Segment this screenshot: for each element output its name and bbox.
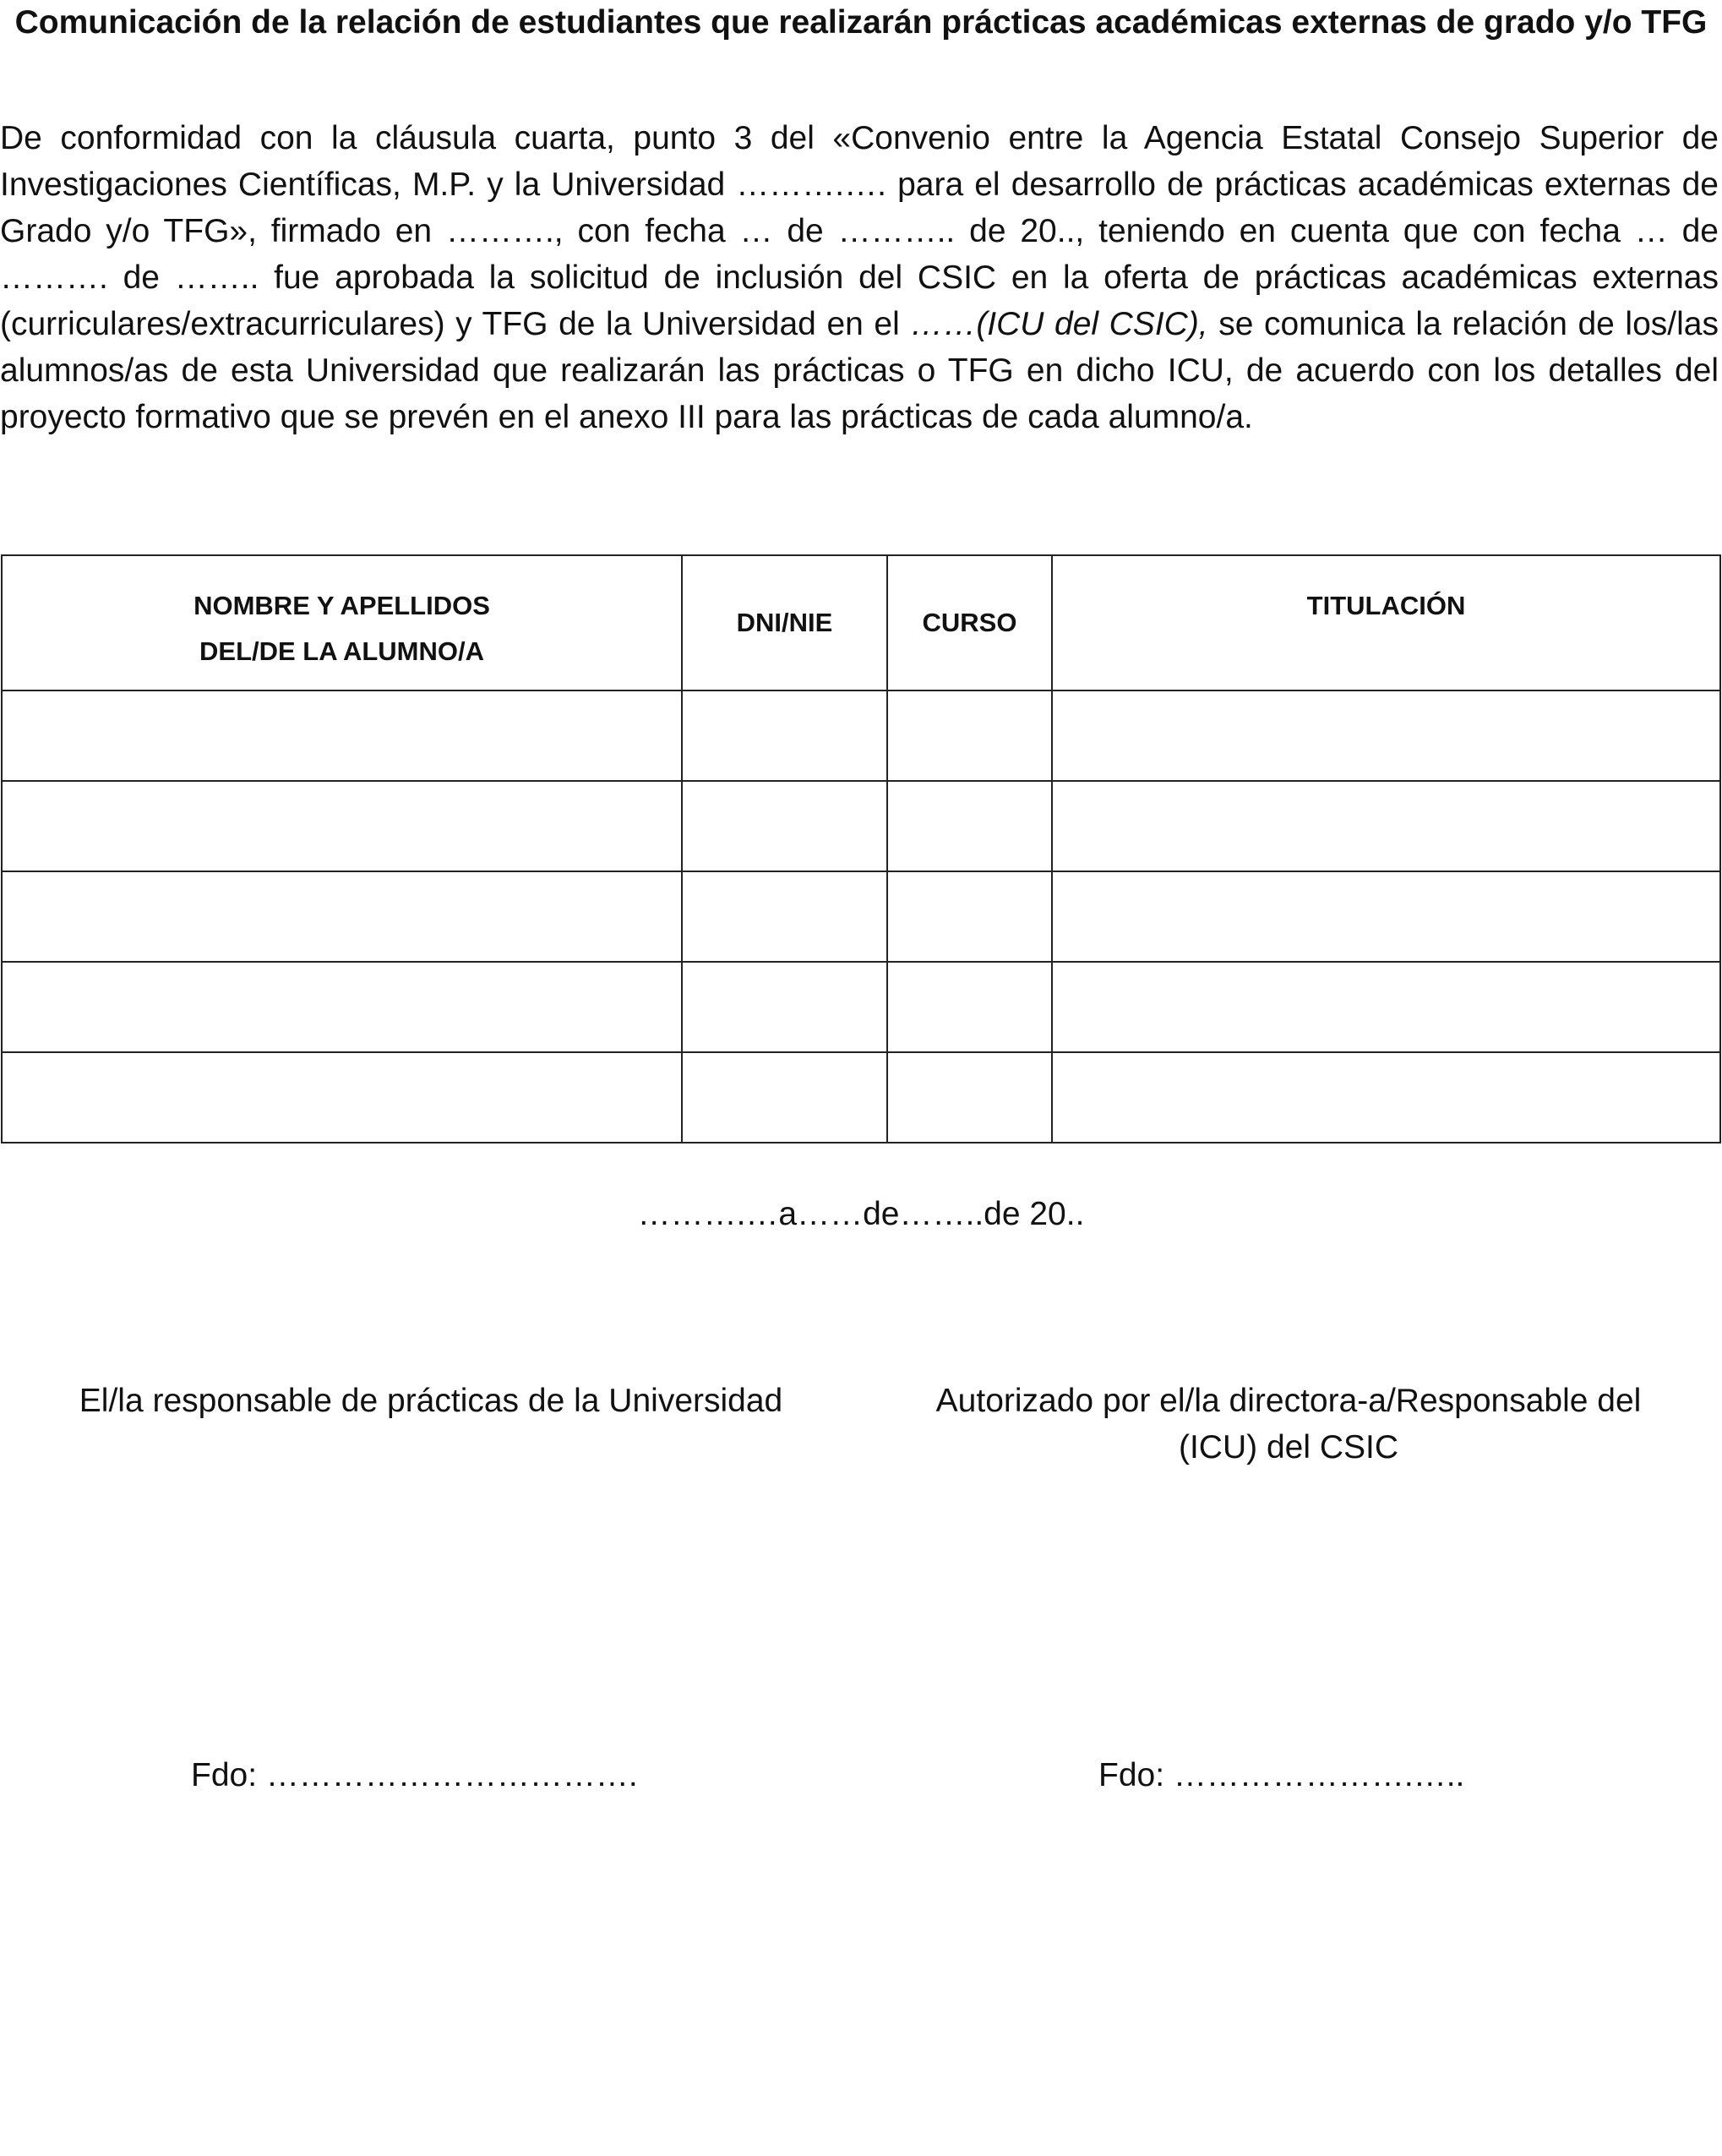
intro-text: De conformidad con la cláusula cuarta, punto 3 del «Convenio entre la Agencia Estatal Consejo Superior de Investigaciones Científicas, M.P. y la Universidad ……….…. para el desarrollo de prácticas académicas externas de Grado y/o TFG», firmado en ………., con fecha … de ……….. de 20.., teniendo en cuenta que con fecha … de ………. de …….. fue aprobada la solicitud de inclusión del CSIC en la oferta de prácticas académicas externas (curriculares/extracurriculares) y TFG de la Universidad en el (0, 120, 1719, 342)
cell-titulacion[interactable] (1052, 690, 1720, 781)
cell-titulacion[interactable] (1052, 962, 1720, 1052)
cell-name[interactable] (2, 1052, 682, 1143)
cell-curso[interactable] (887, 781, 1052, 871)
cell-name[interactable] (2, 871, 682, 962)
intro-text-continued: se comunica la relación de los/las alumnos/as de esta Universidad que realizarán las prácticas o TFG en dicho ICU, de acuerdo con los detalles del proyecto formativo que se prevén en el anexo III para las prácticas de cada alumno/a. (0, 306, 1719, 435)
column-header-titulacion: TITULACIÓN (1052, 555, 1720, 690)
table-row (2, 962, 1720, 1052)
cell-dni[interactable] (682, 871, 887, 962)
students-table (1, 554, 1721, 1143)
cell-titulacion[interactable] (1052, 871, 1720, 962)
table-row (2, 1052, 1720, 1143)
cell-name[interactable] (2, 781, 682, 871)
signature-label-university: El/la responsable de prácticas de la Universidad (79, 1383, 783, 1419)
cell-dni[interactable] (682, 1052, 887, 1143)
cell-name[interactable] (2, 690, 682, 781)
signature-line-university: Fdo: ……………………………. (191, 1757, 638, 1793)
cell-dni[interactable] (682, 690, 887, 781)
document-title: Comunicación de la relación de estudiantes que realizarán prácticas académicas externas de grado y/o TFG (14, 4, 1708, 41)
cell-curso[interactable] (887, 871, 1052, 962)
cell-dni[interactable] (682, 781, 887, 871)
column-header-dni: DNI/NIE (682, 555, 887, 690)
signature-line-csic: Fdo: ………………….….. (1098, 1757, 1465, 1793)
date-place-line: ……….…a……de……..de 20.. (637, 1196, 1085, 1232)
table-row (2, 871, 1720, 962)
cell-curso[interactable] (887, 962, 1052, 1052)
table-row (2, 781, 1720, 871)
column-header-name (2, 555, 682, 690)
column-header-curso: CURSO (887, 555, 1052, 690)
cell-name[interactable] (2, 962, 682, 1052)
column-header-name-line1: NOMBRE Y APELLIDOS (193, 591, 490, 620)
cell-titulacion[interactable] (1052, 1052, 1720, 1143)
cell-curso[interactable] (887, 1052, 1052, 1143)
signature-label-csic: Autorizado por el/la directora-a/Responsable del (ICU) del CSIC (935, 1383, 1642, 1466)
table-row (2, 690, 1720, 781)
intro-paragraph (0, 115, 1719, 440)
table-header-row (2, 555, 1720, 690)
intro-italic-icu: ……(ICU del CSIC), (910, 306, 1208, 342)
cell-curso[interactable] (887, 690, 1052, 781)
cell-dni[interactable] (682, 962, 887, 1052)
column-header-name-line2: DEL/DE LA ALUMNO/A (199, 636, 484, 666)
cell-titulacion[interactable] (1052, 781, 1720, 871)
